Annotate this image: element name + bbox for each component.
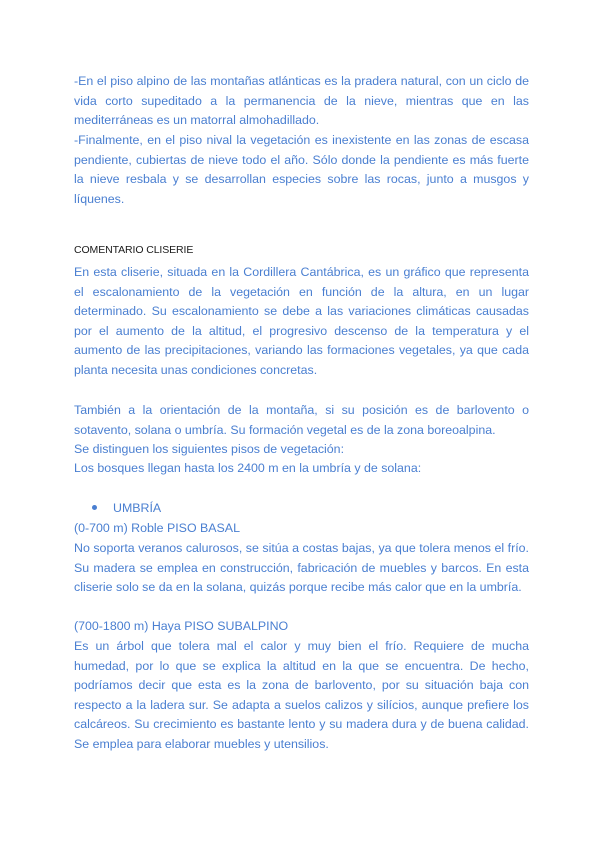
paragraph-piso-nival: -Finalmente, en el piso nival la vegetación es inexistente en las zonas de escasa pendiente, cubiertas de nieve todo el año. Sólo donde la pendiente es más fuerte la nieve resbala y se desarrollan especies sobre las rocas, junto a musgos y líquenes.: [74, 133, 529, 206]
bullet-label: UMBRÍA: [113, 501, 162, 515]
section-heading: COMENTARIO CLISERIE: [74, 244, 194, 256]
paragraph-bosques: Los bosques llegan hasta los 2400 m en la umbría y de solana:: [74, 461, 422, 475]
paragraph-roble: No soporta veranos calurosos, se sitúa a costas bajas, ya que tolera menos el frío. Su madera se emplea en construcción, fabricación de muebles y barcos. En esta cliserie solo se da en la solana, quizás porque recibe más calor que en la umbría.: [74, 541, 529, 595]
bullet-icon: [92, 505, 97, 510]
paragraph-haya: Es un árbol que tolera mal el calor y muy bien el frío. Requiere de mucha humedad, por lo que se explica la altitud en la que se encuentra. De hecho, podríamos decir que esta es la zona de barlovento, por su situación baja con respecto a la ladera sur. Se adapta a suelos calizos y silícios, aunque prefiere los calcáreos. Su crecimiento es bastante lento y su madera dura y de buena calidad. Se emplea para elaborar muebles y utensilios.: [74, 639, 529, 751]
paragraph-comentario-intro: En esta cliserie, situada en la Cordillera Cantábrica, es un gráfico que representa el escalonamiento de la vegetación en función de la altura, en un lugar determinado. Su escalonamiento se debe a las variaciones climáticas causadas por el aumento de la altitud, el progresivo descenso de la temperatura y el aumento de las precipitaciones, variando las formaciones vegetales, ya que cada planta necesita unas condiciones concretas.: [74, 265, 529, 377]
subheading-haya: (700-1800 m) Haya PISO SUBALPINO: [74, 619, 289, 633]
paragraph-pisos: Se distinguen los siguientes pisos de vegetación:: [74, 442, 345, 456]
bullet-item-umbria: [92, 499, 161, 519]
paragraph-piso-alpino: -En el piso alpino de las montañas atlánticas es la pradera natural, con un ciclo de vida corto supeditado a la permanencia de la nieve, mientras que en las mediterráneas es un matorral almohadillado.: [74, 74, 529, 128]
subheading-roble: (0-700 m) Roble PISO BASAL: [74, 521, 240, 535]
paragraph-orientacion: También a la orientación de la montaña, si su posición es de barlovento o sotavento, solana o umbría. Su formación vegetal es de la zona boreoalpina.: [74, 403, 529, 437]
